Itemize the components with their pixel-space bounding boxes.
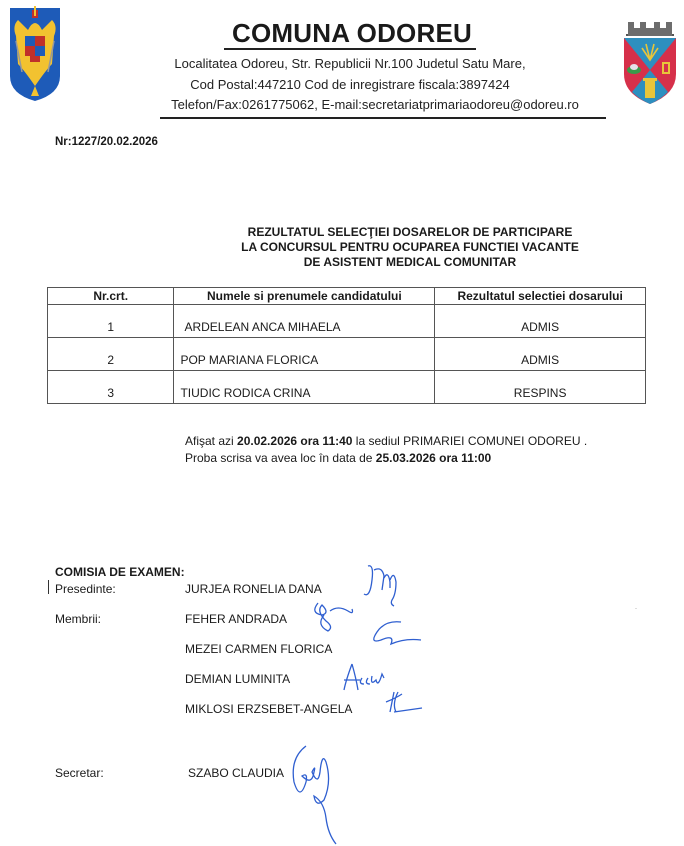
- exam-notice: [185, 451, 491, 465]
- commission-title: COMISIA DE EXAMEN:: [55, 565, 185, 579]
- posting-notice: [185, 434, 587, 448]
- candidate-name: ARDELEAN ANCA MIHAELA: [174, 305, 435, 338]
- secretary-label: Secretar:: [55, 766, 104, 780]
- row-number: 1: [48, 305, 174, 338]
- member-signature-feher: [308, 595, 368, 640]
- secretary-name: SZABO CLAUDIA: [188, 766, 285, 780]
- member-signature-miklosi: [382, 688, 432, 718]
- exam-prefix: Proba scrisa va avea loc în data de: [185, 451, 376, 465]
- romania-coat-of-arms-emblem: [8, 6, 62, 102]
- selection-result: RESPINS: [435, 371, 646, 404]
- heading-line-2: LA CONCURSUL PENTRU OCUPAREA FUNCTIEI VACANTE: [241, 240, 579, 254]
- member-name: FEHER ANDRADA: [185, 612, 288, 626]
- table-row: [48, 338, 646, 371]
- column-header-name: Numele si prenumele candidatului: [174, 288, 435, 305]
- municipality-title: [160, 18, 540, 49]
- header-divider: [160, 117, 606, 119]
- president-label: Presedinte:: [55, 582, 116, 596]
- row-number: 2: [48, 338, 174, 371]
- scan-artifact: [635, 608, 637, 609]
- member-name: MIKLOSI ERZSEBET-ANGELA: [185, 702, 353, 716]
- candidate-name: TIUDIC RODICA CRINA: [174, 371, 435, 404]
- heading-line-3: DE ASISTENT MEDICAL COMUNITAR: [303, 255, 517, 269]
- candidate-name: POP MARIANA FLORICA: [174, 338, 435, 371]
- posting-datetime: 20.02.2026 ora 11:40: [237, 434, 353, 448]
- document-number: Nr:1227/20.02.2026: [55, 136, 158, 148]
- member-name: DEMIAN LUMINITA: [185, 672, 291, 686]
- table-header-row: [48, 288, 646, 305]
- address-line-2: Cod Postal:447210 Cod de inregistrare fiscala:3897424: [190, 77, 510, 92]
- members-label: Membrii:: [55, 612, 102, 626]
- margin-mark: [48, 580, 49, 594]
- posting-prefix: Afişat azi: [185, 434, 238, 448]
- secretary-signature: [288, 742, 338, 846]
- table-row: [48, 305, 646, 338]
- results-table: [47, 287, 646, 404]
- row-number: 3: [48, 371, 174, 404]
- president-signature: [360, 560, 420, 610]
- heading-line-1: REZULTATUL SELECŢIEI DOSARELOR DE PARTICIPARE: [247, 225, 573, 239]
- contact-line: Telefon/Fax:0261775062, E-mail:secretariatprimariaodoreu@odoreu.ro: [171, 97, 579, 112]
- president-name: JURJEA RONELIA DANA: [185, 582, 322, 596]
- municipality-title-text: COMUNA ODOREU: [224, 18, 476, 50]
- member-name: MEZEI CARMEN FLORICA: [185, 642, 333, 656]
- selection-result: ADMIS: [435, 338, 646, 371]
- address-line-1: Localitatea Odoreu, Str. Republicii Nr.100 Judetul Satu Mare,: [174, 56, 526, 71]
- column-header-nr: Nr.crt.: [48, 288, 174, 305]
- odoreu-coat-of-arms-emblem: [620, 20, 680, 106]
- selection-result: ADMIS: [435, 305, 646, 338]
- exam-datetime: 25.03.2026 ora 11:00: [375, 451, 492, 465]
- column-header-result: Rezultatul selectiei dosarului: [435, 288, 646, 305]
- member-signature-mezei: [365, 618, 425, 653]
- table-row: [48, 371, 646, 404]
- posting-location: la sediul PRIMARIEI COMUNEI ODOREU .: [352, 434, 588, 448]
